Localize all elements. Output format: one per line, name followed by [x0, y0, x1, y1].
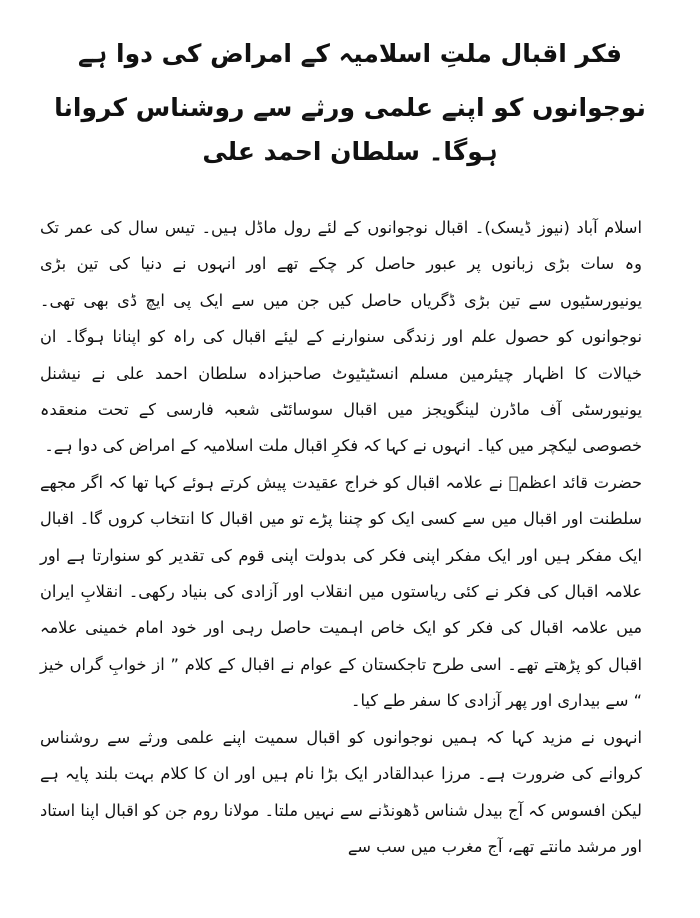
- headline-primary: فکر اقبال ملتِ اسلامیہ کے امراض کی دوا ہے: [78, 39, 622, 68]
- headline-secondary: نوجوانوں کو اپنے علمی ورثے سے روشناس کروانا ہوگا۔ سلطان احمد علی: [54, 93, 646, 166]
- paragraph-3: انہوں نے مزید کہا کہ ہمیں نوجوانوں کو اقبال سمیت اپنے علمی ورثے سے روشناس کروانے کی ضرورت ہے۔ مرزا عبدالقادر ایک بڑا نام ہیں اور ان کا کلام بہت بلند پایہ ہے لیکن افسوس کہ آج بیدل شناس ڈھونڈنے سے نہیں ملتا۔ مولانا روم جن کو اقبال اپنا استاد اور مرشد مانتے تھے، آج مغرب میں سب سے: [40, 727, 642, 856]
- paragraph-2: حضرت قائد اعظمؒ نے علامہ اقبال کو خراج عقیدت پیش کرتے ہوئے کہا تھا کہ اگر مجھے سلطنت اور اقبال میں سے کسی ایک کو چننا پڑے تو میں اقبال کا انتخاب کروں گا۔ اقبال ایک مفکر ہیں اور ایک مفکر اپنی فکر کی بدولت اپنی قوم کی تقدیر کو سنوارتا ہے اور علامہ اقبال کی فکر نے کئی ریاستوں میں انقلاب اور آزادی کی بنیاد رکھی۔ انقلابِ ایران میں علامہ اقبال کی فکر کو ایک خاص اہمیت حاصل رہی اور خود امام خمینی علامہ اقبال کو پڑھتے تھے۔ اسی طرح تاجکستان کے عوام نے اقبال کے کلام ” از خوابِ گراں خیز “ سے بیداری اور پھر آزادی کا سفر طے کیا۔: [40, 472, 642, 711]
- article-body: [40, 210, 642, 865]
- paragraph-1: اسلام آباد (نیوز ڈیسک)۔ اقبال نوجوانوں کے لئے رول ماڈل ہیں۔ تیس سال کی عمر تک وہ سات بڑی زبانوں پر عبور حاصل کر چکے تھے اور انہوں نے دنیا کی تین بڑی یونیورسٹیوں سے تین بڑی ڈگریاں حاصل کیں جن میں سے ایک پی ایچ ڈی بھی تھی۔ نوجوانوں کو حصول علم اور زندگی سنوارنے کے لیئے اقبال کی راہ کو اپنانا ہوگا۔ ان خیالات کا اظہار چیئرمین مسلم انسٹیٹیوٹ صاحبزادہ سلطان احمد علی نے نیشنل یونیورسٹی آف ماڈرن لینگویجز میں اقبال سوسائٹی شعبہ فارسی کے تحت منعقدہ خصوصی لیکچر میں کیا۔ انہوں نے کہا کہ فکرِ اقبال ملت اسلامیہ کے امراض کی دوا ہے۔: [40, 218, 642, 456]
